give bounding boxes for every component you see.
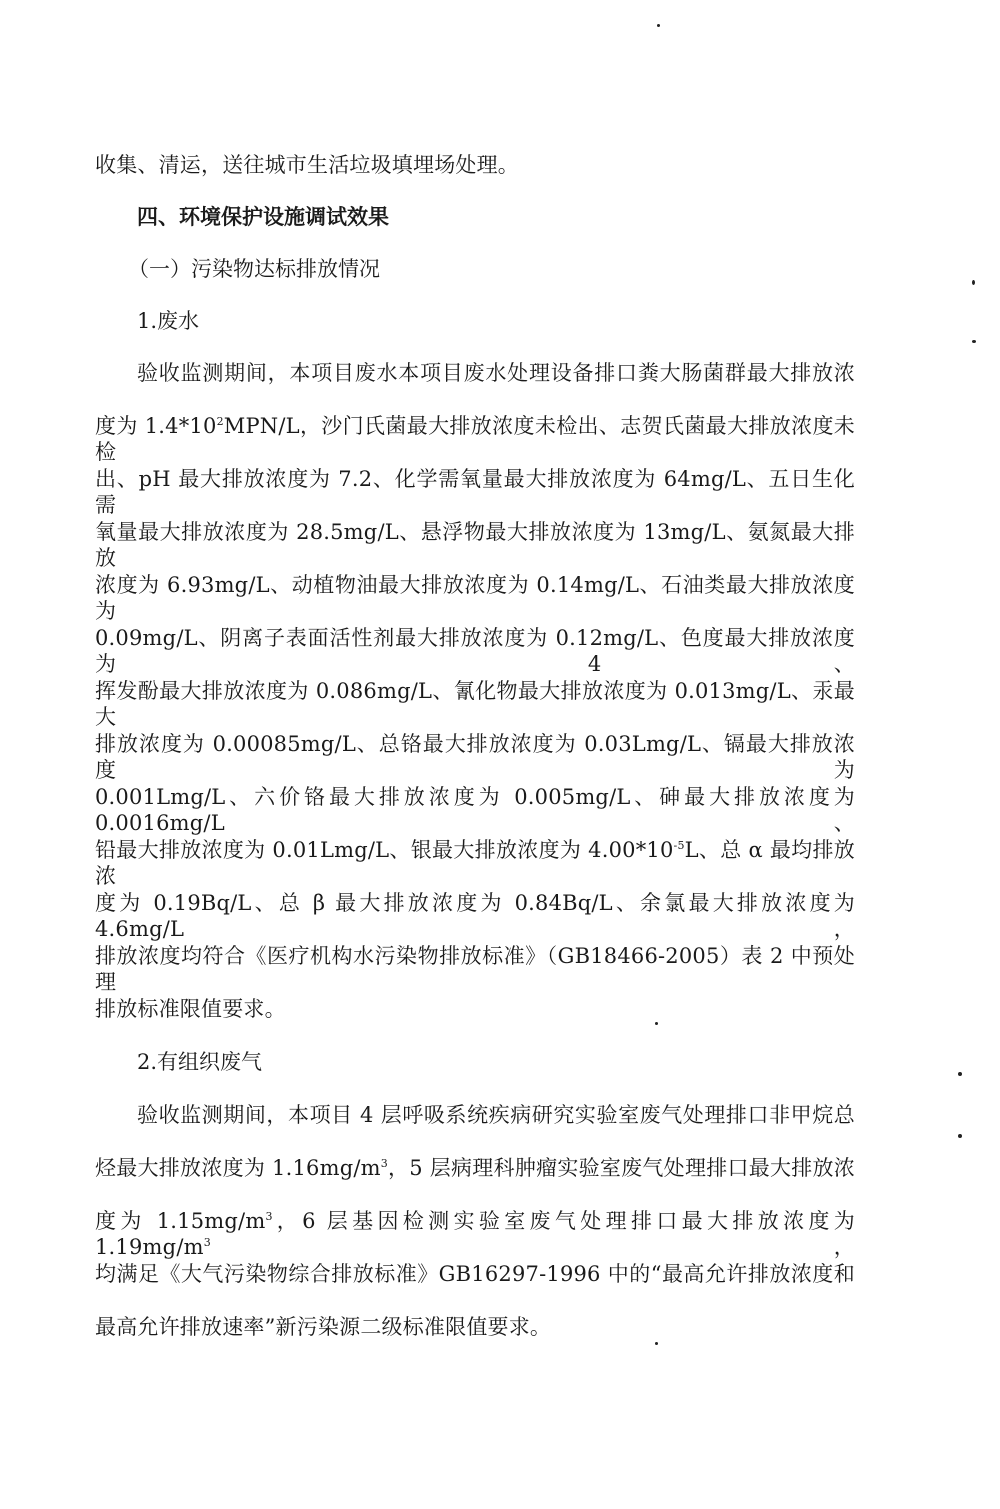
paragraph-line: 均满足《大气污染物综合排放标准》GB16297-1996 中的“最高允许排放浓度和 bbox=[95, 1262, 855, 1286]
paragraph-line: 度为 0.19Bq/L、总 β 最大排放浓度为 0.84Bq/L、余氯最大排放浓度为 4.6mg/L， bbox=[95, 891, 855, 941]
paragraph-line: 排放浓度均符合《医疗机构水污染物排放标准》（GB18466-2005）表 2 中预处理 bbox=[95, 944, 855, 994]
scan-speck bbox=[655, 1342, 658, 1345]
paragraph-line: 挥发酚最大排放浓度为 0.086mg/L、氰化物最大排放浓度为 0.013mg/L、汞最大 bbox=[95, 679, 855, 729]
paragraph-line: 铅最大排放浓度为 0.01Lmg/L、银最大排放浓度为 $4.00*10^{-5}L$、总 α 最均排放浓 bbox=[95, 838, 855, 888]
paragraph-line: 度为 $1.4*10^2MPN/L$，沙门氏菌最大排放浓度未检出、志贺氏菌最大排放浓度未检 bbox=[95, 414, 855, 464]
paragraph-line: 验收监测期间，本项目 4 层呼吸系统疾病研究实验室废气处理排口非甲烷总 bbox=[137, 1103, 855, 1127]
section-heading: 四、环境保护设施调试效果 bbox=[137, 205, 389, 229]
paragraph-line: 0.09mg/L、阴离子表面活性剂最大排放浓度为 0.12mg/L、色度最大排放浓度为 4、 bbox=[95, 626, 855, 676]
paragraph-line: 氧量最大排放浓度为 28.5mg/L、悬浮物最大排放浓度为 13mg/L、氨氮最大排放 bbox=[95, 520, 855, 570]
scan-speck bbox=[958, 1134, 962, 1138]
paragraph-line: 收集、清运，送往城市生活垃圾填埋场处理。 bbox=[95, 153, 519, 177]
paragraph-line: 最高允许排放速率”新污染源二级标准限值要求。 bbox=[95, 1315, 552, 1339]
paragraph-line: 出、pH 最大排放浓度为 7.2、化学需氧量最大排放浓度为 64mg/L、五日生化需 bbox=[95, 467, 855, 517]
paragraph-line: 烃最大排放浓度为 $1.16mg/m^3$，5 层病理科肿瘤实验室废气处理排口最大排放浓 bbox=[95, 1156, 855, 1180]
paragraph-line: 排放浓度为 0.00085mg/L、总铬最大排放浓度为 0.03Lmg/L、镉最大排放浓度为 bbox=[95, 732, 855, 782]
paragraph-line: 排放标准限值要求。 bbox=[95, 997, 286, 1021]
item-heading-wastewater: 1.废水 bbox=[137, 309, 200, 333]
paragraph-line: 0.001Lmg/L、六价铬最大排放浓度为 0.005mg/L、砷最大排放浓度为 0.0016mg/L、 bbox=[95, 785, 855, 835]
scan-speck bbox=[972, 340, 976, 343]
scan-speck bbox=[958, 1072, 962, 1076]
item-heading-exhaust: 2.有组织废气 bbox=[137, 1050, 263, 1074]
paragraph-line: 度为 $1.15mg/m^3$，6 层基因检测实验室废气处理排口最大排放浓度为 $1.19mg/m^3$， bbox=[95, 1209, 855, 1259]
subsection-heading: （一）污染物达标排放情况 bbox=[128, 257, 380, 281]
paragraph-line: 验收监测期间，本项目废水本项目废水处理设备排口粪大肠菌群最大排放浓 bbox=[137, 361, 855, 385]
scan-speck bbox=[657, 24, 660, 27]
scan-speck bbox=[655, 1022, 658, 1025]
paragraph-line: 浓度为 6.93mg/L、动植物油最大排放浓度为 0.14mg/L、石油类最大排放浓度为 bbox=[95, 573, 855, 623]
scan-speck bbox=[972, 280, 975, 285]
